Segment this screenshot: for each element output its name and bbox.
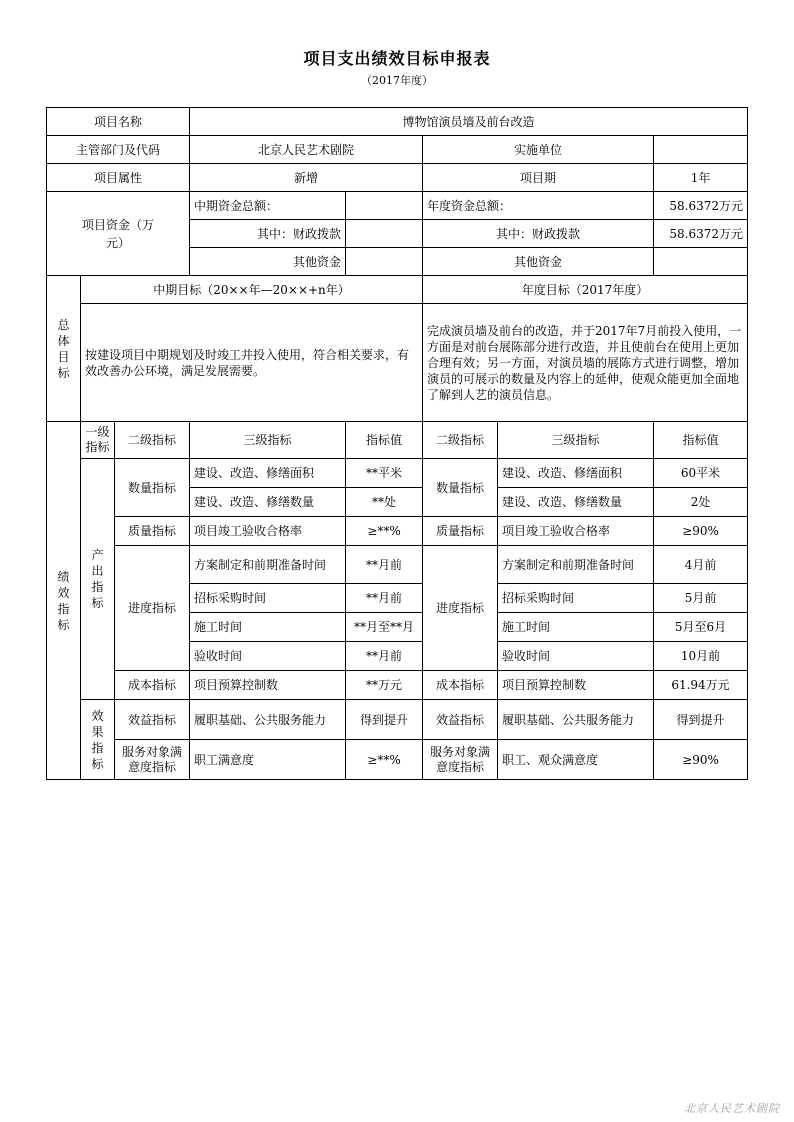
mid-l3-count: 建设、改造、修缮数量	[190, 488, 346, 517]
mid-l3-construction: 施工时间	[190, 613, 346, 642]
mid-total-label: 中期资金总额：	[190, 192, 346, 220]
year-cost-label: 成本指标	[423, 671, 498, 700]
mid-v-count: **处	[346, 488, 423, 517]
year-value-header: 指标值	[654, 422, 748, 459]
other-year-value	[654, 248, 748, 276]
mid-v-inspection: **月前	[346, 642, 423, 671]
level1-header	[81, 422, 115, 459]
mid-level3-header: 三级指标	[190, 422, 346, 459]
effect-label-text: 效果指标	[91, 708, 104, 771]
attr-value: 新增	[190, 164, 423, 192]
year-v-plan: 4月前	[654, 546, 748, 584]
mid-level2-header: 二级指标	[115, 422, 190, 459]
year-v-construction: 5月至6月	[654, 613, 748, 642]
year-l3-inspection: 验收时间	[498, 642, 654, 671]
year-goal-text: 完成演员墙及前台的改造，并于2017年7月前投入使用，一方面是对前台展陈部分进行改造，并且使前台在使用上更加合理有效；另一方面，对演员墙的展陈方式进行调整，增加演员的可展示的数量及内容上的延伸，使观众能更加全面地了解到人艺的演员信息。	[423, 304, 748, 422]
other-year-label: 其他资金	[423, 248, 654, 276]
perf-label	[47, 422, 81, 780]
perf-label-text: 绩效指标	[57, 569, 70, 632]
goals-label-text: 总体目标	[57, 317, 70, 380]
mid-v-satisfaction: ≥**%	[346, 740, 423, 780]
fiscal-mid-value	[346, 220, 423, 248]
year-total-value: 58.6372万元	[654, 192, 748, 220]
dept-value: 北京人民艺术剧院	[190, 136, 423, 164]
mid-l3-area: 建设、改造、修缮面积	[190, 459, 346, 488]
year-quantity-label: 数量指标	[423, 459, 498, 517]
year-v-count: 2处	[654, 488, 748, 517]
year-progress-label: 进度指标	[423, 546, 498, 671]
other-mid-value	[346, 248, 423, 276]
mid-quality-label: 质量指标	[115, 517, 190, 546]
mid-v-plan: **月前	[346, 546, 423, 584]
fiscal-mid-label: 其中：财政拨款	[190, 220, 346, 248]
year-satisfaction-label-text: 服务对象满意度指标	[430, 744, 491, 774]
attr-label: 项目属性	[47, 164, 190, 192]
year-v-capacity: 得到提升	[654, 700, 748, 740]
mid-l3-satisfaction: 职工满意度	[190, 740, 346, 780]
period-value: 1年	[654, 164, 748, 192]
mid-l3-capacity: 履职基础、公共服务能力	[190, 700, 346, 740]
mid-v-construction: **月至**月	[346, 613, 423, 642]
project-name-label: 项目名称	[47, 108, 190, 136]
year-v-acceptance: ≥90%	[654, 517, 748, 546]
fiscal-year-value: 58.6372万元	[654, 220, 748, 248]
year-satisfaction-label	[423, 740, 498, 780]
mid-l3-plan: 方案制定和前期准备时间	[190, 546, 346, 584]
performance-form-table	[46, 107, 748, 780]
mid-progress-label: 进度指标	[115, 546, 190, 671]
level1-header-text: 一级指标	[85, 425, 110, 454]
year-total-label: 年度资金总额：	[423, 192, 654, 220]
impl-unit-label: 实施单位	[423, 136, 654, 164]
watermark: 北京人民艺术剧院	[684, 1102, 780, 1115]
effect-label	[81, 700, 115, 780]
year-l3-area: 建设、改造、修缮面积	[498, 459, 654, 488]
mid-l3-budget: 项目预算控制数	[190, 671, 346, 700]
mid-satisfaction-label-text: 服务对象满意度指标	[121, 744, 182, 774]
other-mid-label: 其他资金	[190, 248, 346, 276]
mid-quantity-label: 数量指标	[115, 459, 190, 517]
year-quality-label: 质量指标	[423, 517, 498, 546]
year-l3-capacity: 履职基础、公共服务能力	[498, 700, 654, 740]
mid-satisfaction-label	[115, 740, 190, 780]
year-l3-construction: 施工时间	[498, 613, 654, 642]
funds-label-text: 项目资金（万元）	[81, 217, 154, 250]
page-title: 项目支出绩效目标申报表	[303, 49, 491, 68]
mid-value-header: 指标值	[346, 422, 423, 459]
mid-l3-inspection: 验收时间	[190, 642, 346, 671]
mid-total-value	[346, 192, 423, 220]
mid-v-budget: **万元	[346, 671, 423, 700]
year-v-tender: 5月前	[654, 584, 748, 613]
dept-label: 主管部门及代码	[47, 136, 190, 164]
year-l3-acceptance: 项目竣工验收合格率	[498, 517, 654, 546]
mid-v-acceptance: ≥**%	[346, 517, 423, 546]
year-v-satisfaction: ≥90%	[654, 740, 748, 780]
mid-l3-acceptance: 项目竣工验收合格率	[190, 517, 346, 546]
project-name-value: 博物馆演员墙及前台改造	[190, 108, 748, 136]
goals-label	[47, 276, 81, 422]
year-l3-plan: 方案制定和前期准备时间	[498, 546, 654, 584]
output-label	[81, 459, 115, 700]
year-v-area: 60平米	[654, 459, 748, 488]
year-v-inspection: 10月前	[654, 642, 748, 671]
year-level2-header: 二级指标	[423, 422, 498, 459]
fiscal-year-label: 其中：财政拨款	[423, 220, 654, 248]
mid-l3-tender: 招标采购时间	[190, 584, 346, 613]
year-benefit-label: 效益指标	[423, 700, 498, 740]
impl-unit-value	[654, 136, 748, 164]
mid-cost-label: 成本指标	[115, 671, 190, 700]
year-level3-header: 三级指标	[498, 422, 654, 459]
year-v-budget: 61.94万元	[654, 671, 748, 700]
mid-goal-text: 按建设项目中期规划及时竣工并投入使用，符合相关要求，有效改善办公环境，满足发展需要。	[81, 304, 423, 422]
year-l3-budget: 项目预算控制数	[498, 671, 654, 700]
year-l3-tender: 招标采购时间	[498, 584, 654, 613]
mid-goal-header: 中期目标（20××年—20××+n年）	[81, 276, 423, 304]
year-l3-satisfaction: 职工、观众满意度	[498, 740, 654, 780]
year-l3-count: 建设、改造、修缮数量	[498, 488, 654, 517]
output-label-text: 产出指标	[91, 548, 104, 610]
mid-v-area: **平米	[346, 459, 423, 488]
period-label: 项目期	[423, 164, 654, 192]
year-goal-header: 年度目标（2017年度）	[423, 276, 748, 304]
mid-benefit-label: 效益指标	[115, 700, 190, 740]
mid-v-tender: **月前	[346, 584, 423, 613]
mid-v-capacity: 得到提升	[346, 700, 423, 740]
page-subtitle: （2017年度）	[361, 74, 433, 87]
funds-label	[47, 192, 190, 276]
